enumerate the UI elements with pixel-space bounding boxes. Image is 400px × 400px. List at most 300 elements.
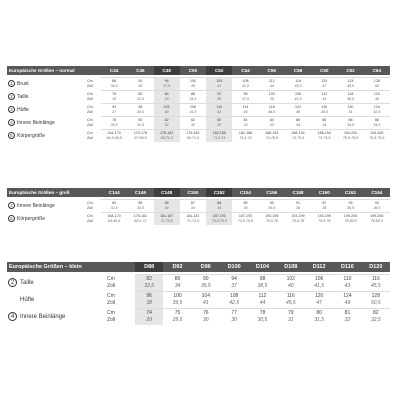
value-cell (206, 103, 232, 116)
value-cell (232, 199, 258, 212)
value-cell (305, 308, 333, 325)
value-cell (285, 116, 311, 129)
zoll-value: 36,5 (373, 205, 381, 210)
size-label: C164 (364, 188, 390, 197)
cm-value: 96 (146, 292, 152, 299)
measurement-number-badge: 1 (8, 80, 15, 87)
size-label: C156 (259, 188, 285, 197)
cm-value: 114 (242, 104, 249, 109)
value-cell (364, 77, 390, 90)
zoll-value: 68,5-71 (134, 218, 147, 223)
cm-value: 112 (268, 78, 275, 83)
cm-value: 124 (347, 78, 354, 83)
value-cell (180, 212, 206, 225)
zoll-value: 37 (112, 109, 117, 114)
unit-label: Cm (107, 292, 115, 299)
cm-value: 164-170 (107, 213, 121, 218)
measurement-row (7, 116, 390, 129)
zoll-value: 39 (190, 83, 195, 88)
cm-value: 116 (371, 275, 380, 282)
zoll-value: 35,5 (268, 205, 276, 210)
zoll-value: 76,5-78,5 (369, 135, 385, 140)
table-title: Europäische Größen – klein (7, 262, 135, 272)
size-label: C58 (285, 66, 311, 75)
value-cell (248, 291, 276, 308)
measurement-number-badge: 4 (8, 202, 15, 209)
zoll-value: 44 (259, 299, 266, 306)
value-cell (259, 129, 285, 142)
zoll-value: 46,5 (268, 109, 276, 114)
zoll-value: 31,5 (314, 316, 324, 323)
zoll-value: 30,5 (110, 122, 118, 127)
value-cell (259, 103, 285, 116)
cm-value: 81 (344, 309, 351, 316)
value-cell (311, 77, 337, 90)
size-table-gross (7, 188, 390, 225)
value-cell (101, 199, 127, 212)
zoll-value: 37,5 (241, 96, 249, 101)
measurement-number-badge: 5 (8, 215, 15, 222)
zoll-value: 30 (112, 96, 117, 101)
zoll-value: 33 (243, 122, 248, 127)
zoll-value: 50,5 (370, 299, 381, 306)
size-label: C158 (285, 188, 311, 197)
cm-value: 88 (374, 117, 379, 122)
value-cell (285, 103, 311, 116)
cm-value: 88 (112, 78, 117, 83)
zoll-value: 40 (288, 282, 294, 289)
cm-value: 181-187 (160, 213, 174, 218)
measurement-row (7, 308, 390, 325)
value-cell (364, 129, 390, 142)
cm-value: 194-200 (370, 130, 384, 135)
value-cell (364, 90, 390, 103)
zoll-value: 37,5 (163, 83, 171, 88)
zoll-value: 71,5-74 (239, 135, 252, 140)
zoll-value: 78-80,5 (344, 218, 357, 223)
measurement-row (7, 129, 390, 142)
zoll-value: 32,5 (110, 205, 118, 210)
unit-label: Cm (87, 130, 93, 135)
unit-label: Cm (87, 104, 93, 109)
value-cell (311, 90, 337, 103)
measurement-label-cell (7, 116, 87, 129)
value-cell (206, 90, 232, 103)
unit-label: Cm (87, 91, 93, 96)
value-cell (333, 308, 361, 325)
value-cell (154, 212, 180, 225)
measurement-label-cell (7, 212, 87, 225)
cm-value: 98 (138, 104, 143, 109)
value-cell (364, 116, 390, 129)
value-cell (232, 103, 258, 116)
zoll-value: 41,5 (294, 96, 302, 101)
cm-value: 124 (343, 292, 352, 299)
zoll-value: 31,5 (136, 122, 144, 127)
size-label: C44 (101, 66, 127, 75)
cm-value: 90 (269, 200, 274, 205)
cm-value: 187-193 (238, 213, 253, 218)
cm-value: 112 (258, 292, 267, 299)
cm-value: 82 (164, 117, 169, 122)
value-cell (101, 129, 127, 142)
cm-value: 128 (371, 292, 380, 299)
zoll-value: 64-66,5 (108, 218, 121, 223)
cm-value: 93 (374, 200, 379, 205)
unit-label: Cm (107, 275, 115, 282)
value-cell (192, 274, 220, 291)
value-cell (311, 103, 337, 116)
size-label: C154 (232, 188, 258, 197)
cm-value: 134 (373, 104, 380, 109)
zoll-value: 49 (374, 96, 379, 101)
zoll-value: 51 (348, 109, 353, 114)
size-label: D96 (192, 262, 220, 272)
value-cell (232, 129, 258, 142)
measurement-number-badge: 2 (8, 93, 15, 100)
size-label: D116 (333, 262, 361, 272)
cm-value: 176-182 (186, 130, 200, 135)
cm-value: 187-193 (212, 213, 226, 218)
cm-value: 96 (243, 91, 248, 96)
zoll-value: 69-71,5 (160, 135, 173, 140)
unit-label: Cm (87, 200, 93, 205)
cm-value: 82 (190, 117, 195, 122)
unit-label: Zoll (87, 135, 93, 140)
cm-value: 124 (373, 91, 380, 96)
zoll-value: 33 (164, 96, 169, 101)
zoll-value: 41 (217, 83, 222, 88)
cm-value: 170-176 (133, 130, 148, 135)
size-label: D120 (362, 262, 390, 272)
cm-value: 98 (259, 275, 266, 282)
cm-value: 78 (112, 117, 117, 122)
value-cell (232, 90, 258, 103)
cm-value: 88 (348, 117, 353, 122)
zoll-value: 34 (217, 205, 222, 210)
zoll-value: 29,5 (172, 316, 183, 323)
zoll-value: 32,5 (144, 282, 155, 289)
zoll-value: 31,5 (136, 96, 144, 101)
cm-value: 92 (217, 91, 222, 96)
cm-value: 120 (321, 78, 328, 83)
value-cell (180, 103, 206, 116)
unit-cell (107, 291, 135, 308)
unit-cell (107, 274, 135, 291)
cm-value: 188-194 (291, 130, 305, 135)
measurement-label-cell (7, 90, 87, 103)
value-cell (364, 212, 390, 225)
zoll-value: 49 (344, 299, 351, 306)
measurement-label: Taille (20, 280, 34, 287)
unit-label: Zoll (87, 218, 93, 223)
value-cell (220, 291, 248, 308)
zoll-value: 74-76,5 (318, 135, 331, 140)
unit-cell (87, 77, 101, 90)
cm-value: 188-194 (265, 130, 279, 135)
zoll-value: 30,5 (257, 316, 268, 323)
zoll-value: 36 (322, 205, 327, 210)
size-label: D104 (248, 262, 276, 272)
cm-value: 84 (269, 117, 274, 122)
value-cell (101, 103, 127, 116)
zoll-value: 50 (374, 83, 379, 88)
value-cell (311, 129, 337, 142)
size-label: C64 (364, 66, 390, 75)
cm-value: 194-200 (343, 130, 358, 135)
unit-label: Zoll (87, 83, 93, 88)
cm-value: 92 (138, 78, 143, 83)
cm-value: 94 (112, 104, 117, 109)
cm-value: 130 (347, 104, 354, 109)
size-label: C52 (206, 66, 232, 75)
cm-value: 100 (189, 78, 196, 83)
cm-value: 86 (174, 275, 181, 282)
value-cell (180, 116, 206, 129)
size-label: C152 (206, 188, 232, 197)
measurement-label-cell (7, 103, 87, 116)
value-cell (180, 199, 206, 212)
cm-value: 118 (347, 91, 354, 96)
cm-value: 96 (164, 78, 169, 83)
value-cell (364, 199, 390, 212)
size-header-row (7, 188, 390, 197)
zoll-value: 35,5 (200, 282, 211, 289)
cm-value: 92 (322, 200, 327, 205)
zoll-value: 33,5 (136, 205, 144, 210)
measurement-label-cell (7, 274, 107, 291)
value-cell (259, 199, 285, 212)
measurement-label-cell (7, 308, 107, 325)
size-label: C46 (127, 66, 153, 75)
cm-value: 182-188 (238, 130, 253, 135)
cm-value: 91 (295, 200, 300, 205)
zoll-value: 75,5-78 (265, 218, 278, 223)
measurement-row (7, 291, 390, 308)
measurement-row (7, 274, 390, 291)
value-cell (305, 274, 333, 291)
zoll-value: 29 (146, 316, 152, 323)
zoll-value: 38,5 (257, 282, 268, 289)
value-cell (180, 77, 206, 90)
value-cell (259, 77, 285, 90)
zoll-value: 45,5 (285, 299, 296, 306)
cm-value: 82 (373, 309, 379, 316)
unit-label: Zoll (107, 299, 116, 306)
value-cell (285, 77, 311, 90)
measurement-label-cell (7, 129, 87, 142)
size-label: C162 (337, 188, 363, 197)
cm-value: 82 (217, 117, 222, 122)
cm-value: 100 (268, 91, 275, 96)
value-cell (220, 308, 248, 325)
cm-value: 199-205 (370, 213, 384, 218)
value-cell (248, 274, 276, 291)
cm-value: 104 (201, 292, 210, 299)
value-cell (364, 103, 390, 116)
measurement-number-badge: 4 (8, 312, 17, 321)
unit-label: Zoll (87, 205, 93, 210)
value-cell (362, 308, 390, 325)
size-label: D112 (305, 262, 333, 272)
value-cell (248, 308, 276, 325)
measurement-label: Taille (17, 93, 29, 100)
cm-value: 84 (243, 117, 248, 122)
zoll-value: 36 (138, 83, 143, 88)
zoll-value: 34 (190, 205, 195, 210)
value-cell (232, 116, 258, 129)
zoll-value: 45,5 (294, 83, 302, 88)
zoll-value: 41 (203, 299, 209, 306)
value-cell (180, 129, 206, 142)
unit-cell (87, 116, 101, 129)
cm-value: 193-199 (265, 213, 279, 218)
value-cell (337, 212, 363, 225)
cm-value: 122 (295, 104, 301, 109)
unit-label: Cm (87, 117, 93, 122)
value-cell (311, 199, 337, 212)
cm-value: 175-181 (133, 213, 147, 218)
measurement-label: Innere Beinlänge (17, 119, 55, 126)
cm-value: 79 (288, 309, 294, 316)
value-cell (285, 212, 311, 225)
size-label: D88 (135, 262, 163, 272)
zoll-value: 49,5 (320, 109, 328, 114)
value-cell (127, 199, 153, 212)
zoll-value: 46,5 (347, 96, 355, 101)
value-cell (101, 212, 127, 225)
value-cell (337, 103, 363, 116)
cm-value: 128 (373, 78, 380, 83)
unit-label: Cm (107, 309, 115, 316)
value-cell (206, 77, 232, 90)
unit-label: Zoll (107, 316, 116, 323)
zoll-value: 39 (269, 96, 274, 101)
unit-label: Cm (87, 78, 93, 83)
zoll-value: 69-71,5 (186, 135, 200, 140)
value-cell (362, 291, 390, 308)
zoll-value: 44 (322, 96, 327, 101)
zoll-value: 47 (316, 299, 322, 306)
measurement-row (7, 212, 390, 225)
cm-value: 84 (164, 91, 169, 96)
value-cell (206, 129, 232, 142)
cm-value: 112 (321, 91, 328, 96)
zoll-value: 36,5 (347, 205, 355, 210)
cm-value: 83 (112, 200, 117, 205)
zoll-value: 52,5 (373, 109, 381, 114)
cm-value: 164-170 (107, 130, 121, 135)
zoll-value: 34 (164, 205, 169, 210)
value-cell (135, 308, 163, 325)
measurement-row (7, 199, 390, 212)
unit-cell (87, 129, 101, 142)
value-cell (206, 212, 232, 225)
cm-value: 76 (112, 91, 117, 96)
cm-value: 106 (314, 275, 324, 282)
value-cell (232, 212, 258, 225)
cm-value: 86 (164, 200, 169, 205)
value-cell (259, 116, 285, 129)
zoll-value: 38,5 (136, 109, 144, 114)
value-cell (154, 116, 180, 129)
value-cell (333, 291, 361, 308)
value-cell (127, 90, 153, 103)
value-cell (305, 291, 333, 308)
cm-value: 110 (343, 275, 352, 282)
zoll-value: 34,5 (189, 96, 197, 101)
value-cell (154, 129, 180, 142)
zoll-value: 34,5 (373, 122, 381, 127)
cm-value: 181-187 (186, 213, 200, 218)
value-cell (154, 90, 180, 103)
cm-value: 193-199 (317, 213, 331, 218)
zoll-value: 31 (288, 316, 294, 323)
cm-value: 90 (203, 275, 209, 282)
cm-value: 176-182 (160, 130, 174, 135)
zoll-value: 32,5 (370, 316, 381, 323)
value-cell (154, 103, 180, 116)
cm-value: 82 (146, 275, 152, 282)
measurement-label-cell (7, 291, 107, 308)
measurement-row (7, 90, 390, 103)
size-label: D108 (277, 262, 305, 272)
size-label: C144 (101, 188, 127, 197)
value-cell (311, 212, 337, 225)
zoll-value: 64,5-66,5 (106, 135, 122, 140)
zoll-value: 73,5-75,5 (211, 218, 227, 223)
size-label: C150 (180, 188, 206, 197)
cm-value: 80 (138, 91, 143, 96)
cm-value: 116 (286, 292, 295, 299)
value-cell (154, 199, 180, 212)
cm-value: 102 (163, 104, 170, 109)
value-cell (206, 116, 232, 129)
unit-label: Zoll (87, 109, 93, 114)
measurement-label-cell (7, 77, 87, 90)
value-cell (127, 103, 153, 116)
value-cell (101, 77, 127, 90)
value-cell (101, 116, 127, 129)
value-cell (135, 291, 163, 308)
cm-value: 118 (268, 104, 275, 109)
cm-value: 193-199 (291, 213, 305, 218)
unit-label: Cm (87, 213, 93, 218)
zoll-value: 33 (269, 122, 274, 127)
value-cell (192, 291, 220, 308)
value-cell (333, 274, 361, 291)
cm-value: 182-188 (212, 130, 226, 135)
size-table-klein (7, 262, 390, 325)
zoll-value: 43 (217, 109, 222, 114)
cm-value: 116 (295, 78, 301, 83)
value-cell (154, 77, 180, 90)
zoll-value: 41,5 (314, 282, 324, 289)
unit-cell (87, 212, 101, 225)
measurement-number-badge: 5 (8, 132, 15, 139)
cm-value: 88 (190, 91, 195, 96)
zoll-value: 71,5-74 (213, 135, 226, 140)
measurement-label: Hüfte (20, 296, 35, 303)
cm-value: 106 (189, 104, 196, 109)
size-label: C146 (127, 188, 153, 197)
measurement-row (7, 103, 390, 116)
value-cell (135, 274, 163, 291)
zoll-value: 34,5 (347, 122, 355, 127)
measurement-label: Körpergröße (17, 132, 46, 139)
value-cell (277, 274, 305, 291)
zoll-value: 48 (296, 109, 300, 114)
